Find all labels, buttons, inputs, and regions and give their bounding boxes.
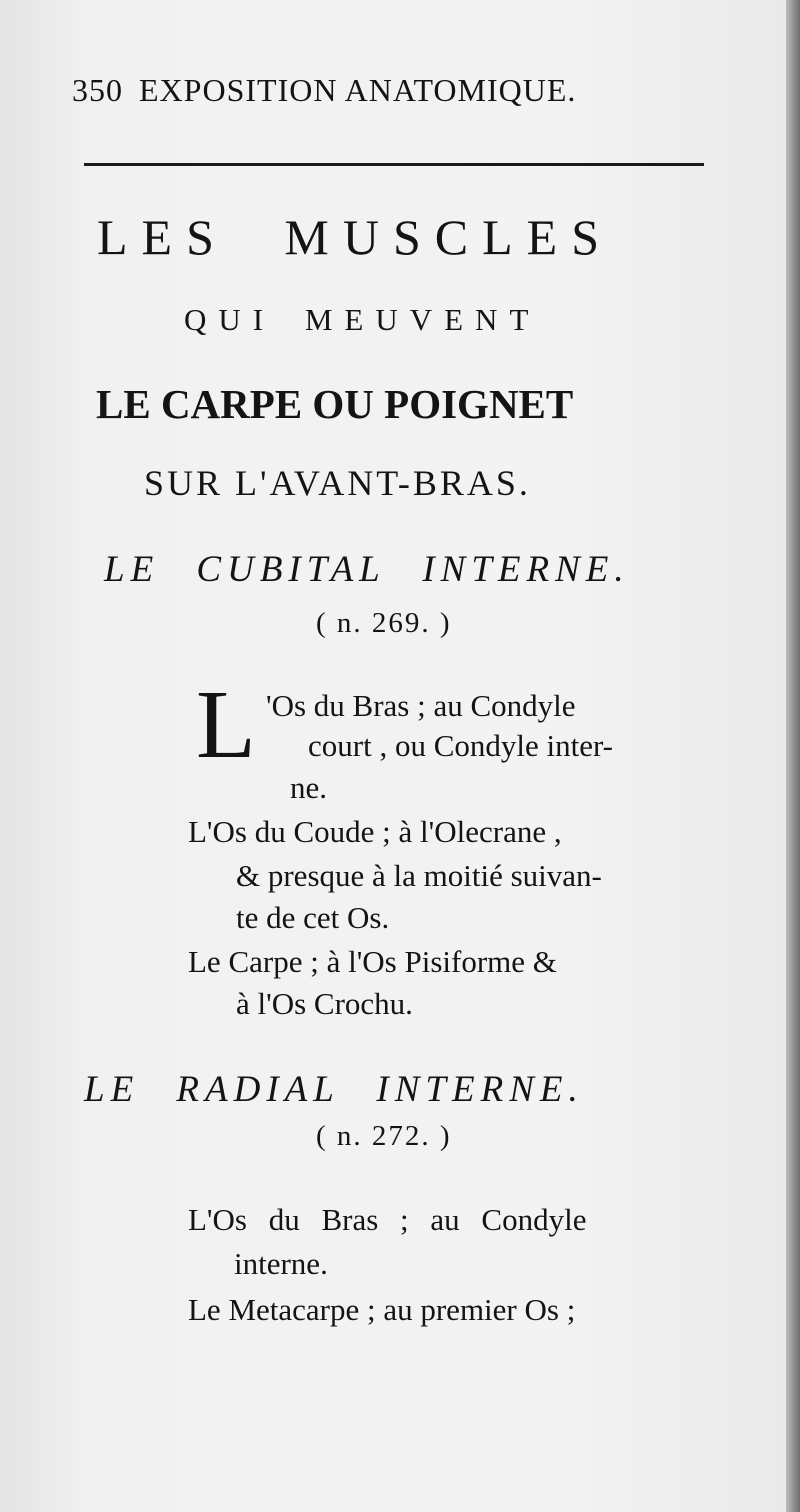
text-line: ne.: [290, 770, 328, 805]
text-line: te de cet Os.: [236, 900, 390, 935]
running-title: EXPOSITION ANATOMIQUE.: [139, 72, 577, 108]
page-number: 350: [72, 72, 123, 108]
text-line: court , ou Condyle inter-: [308, 728, 614, 763]
heading-line-4: SUR L'AVANT-BRAS.: [144, 463, 531, 503]
text-line: Le Carpe ; à l'Os Pisiforme &: [188, 944, 557, 979]
text-line: & presque à la moitié suivan-: [236, 858, 602, 893]
running-head: [72, 72, 576, 109]
section-title-radial: LE RADIAL INTERNE.: [84, 1069, 584, 1110]
drop-cap: L: [196, 671, 256, 779]
text-line: à l'Os Crochu.: [236, 986, 413, 1021]
text-line: Le Metacarpe ; au premier Os ;: [188, 1292, 576, 1327]
heading-line-2: QUI MEUVENT: [184, 302, 541, 337]
text-line: interne.: [234, 1246, 328, 1281]
text-line: L'Os du Coude ; à l'Olecrane ,: [188, 814, 562, 849]
text-line: 'Os du Bras ; au Condyle: [266, 688, 576, 723]
text-line: L'Os du Bras ; au Condyle: [188, 1202, 587, 1237]
heading-line-1: LES MUSCLES: [97, 209, 614, 265]
section-reference-radial: ( n. 272. ): [316, 1120, 452, 1152]
page-edge: [786, 0, 800, 1512]
header-rule: [84, 163, 704, 166]
section-reference-cubital: ( n. 269. ): [316, 607, 452, 639]
heading-line-3: LE CARPE OU POIGNET: [96, 381, 574, 427]
section-title-cubital: LE CUBITAL INTERNE.: [104, 549, 630, 590]
